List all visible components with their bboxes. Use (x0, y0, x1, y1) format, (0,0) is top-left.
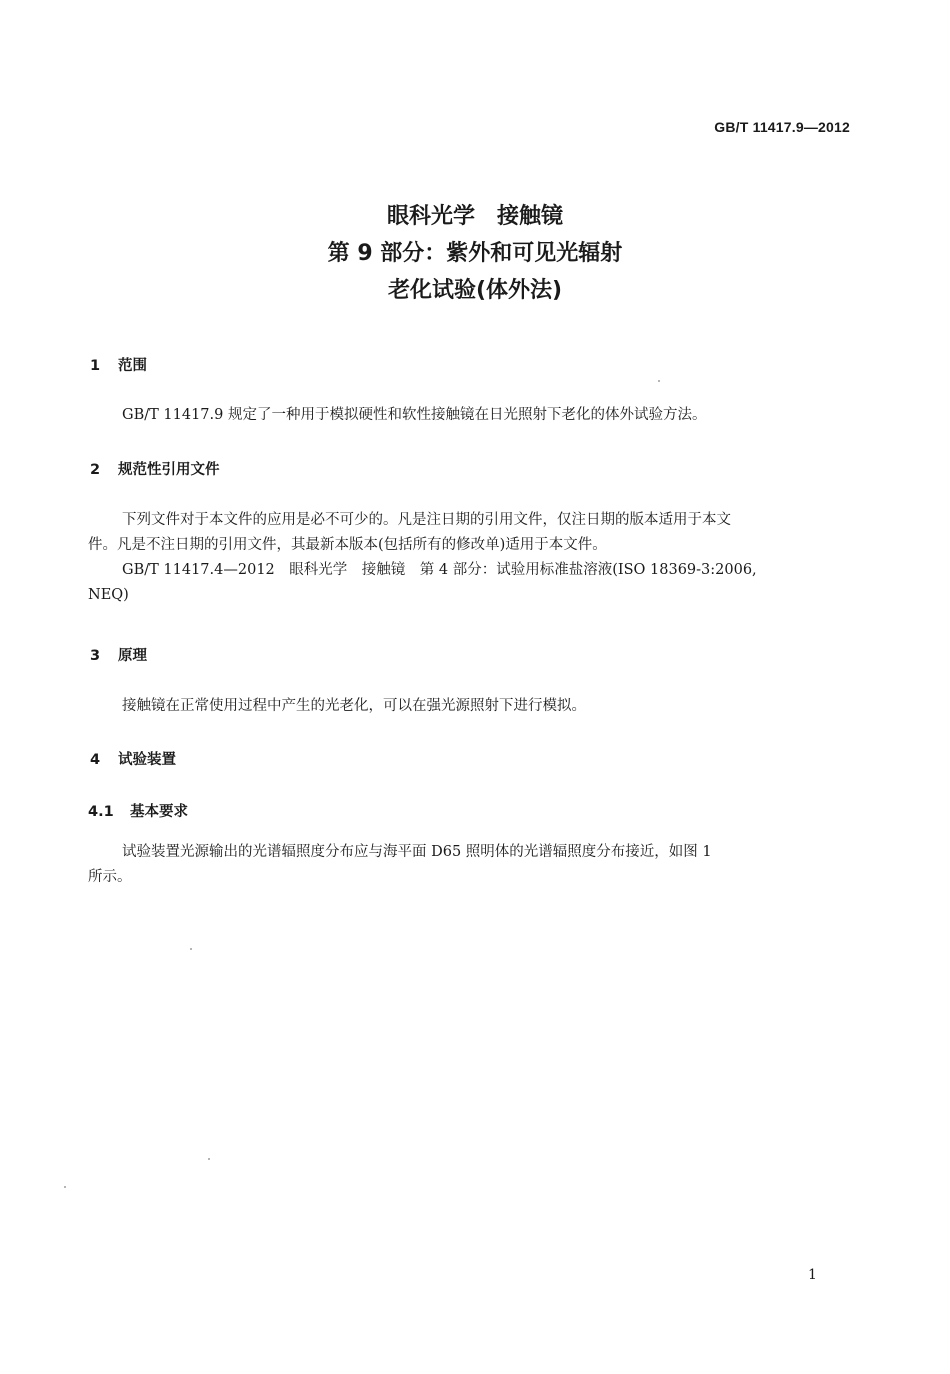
section-title: 原理 (118, 648, 147, 664)
section-2-paragraph (88, 508, 757, 608)
section-1-paragraph: GB/T 11417.9 规定了一种用于模拟硬性和软性接触镜在日光照射下老化的体外试验方法。 (122, 407, 707, 423)
section-3-heading (90, 644, 147, 665)
section-2-heading (90, 458, 220, 479)
section-title: 规范性引用文件 (118, 462, 220, 478)
section-3-paragraph: 接触镜在正常使用过程中产生的光老化，可以在强光源照射下进行模拟。 (122, 698, 586, 714)
standard-number: GB/T 11417.9—2012 (714, 119, 850, 135)
section-number: 4.1 (88, 804, 114, 820)
section-title: 基本要求 (130, 804, 188, 820)
title-line-2: 第 9 部分：紫外和可见光辐射 (327, 241, 623, 266)
section-number: 3 (90, 648, 101, 664)
section-number: 1 (90, 358, 101, 374)
section-4-1-heading (88, 800, 188, 821)
section-1-heading (90, 354, 147, 375)
paragraph-line: 试验装置光源输出的光谱辐照度分布应与海平面 D65 照明体的光谱辐照度分布接近，如图 1 (122, 844, 712, 860)
title-line-3: 老化试验(体外法) (387, 278, 563, 303)
scan-speck (64, 1186, 66, 1188)
normative-reference-cont: NEQ) (88, 587, 129, 603)
paragraph-line: 下列文件对于本文件的应用是必不可少的。凡是注日期的引用文件，仅注日期的版本适用于本文 (122, 512, 731, 528)
section-number: 4 (90, 752, 101, 768)
page-number: 1 (808, 1267, 817, 1283)
section-4-1-paragraph (88, 840, 712, 890)
scan-speck (658, 380, 660, 382)
section-number: 2 (90, 462, 101, 478)
normative-reference: GB/T 11417.4—2012 眼科光学 接触镜 第 4 部分：试验用标准盐溶液(ISO 18369-3:2006, (122, 562, 757, 578)
paragraph-line: 所示。 (88, 869, 132, 885)
title-line-1: 眼科光学 接触镜 (386, 204, 563, 229)
paragraph-line: 件。凡是不注日期的引用文件，其最新本版本(包括所有的修改单)适用于本文件。 (88, 537, 607, 553)
scan-speck (190, 948, 192, 950)
section-title: 试验装置 (118, 752, 176, 768)
document-title (0, 198, 950, 309)
section-title: 范围 (118, 358, 147, 374)
section-4-heading (90, 748, 176, 769)
scan-speck (208, 1158, 210, 1160)
